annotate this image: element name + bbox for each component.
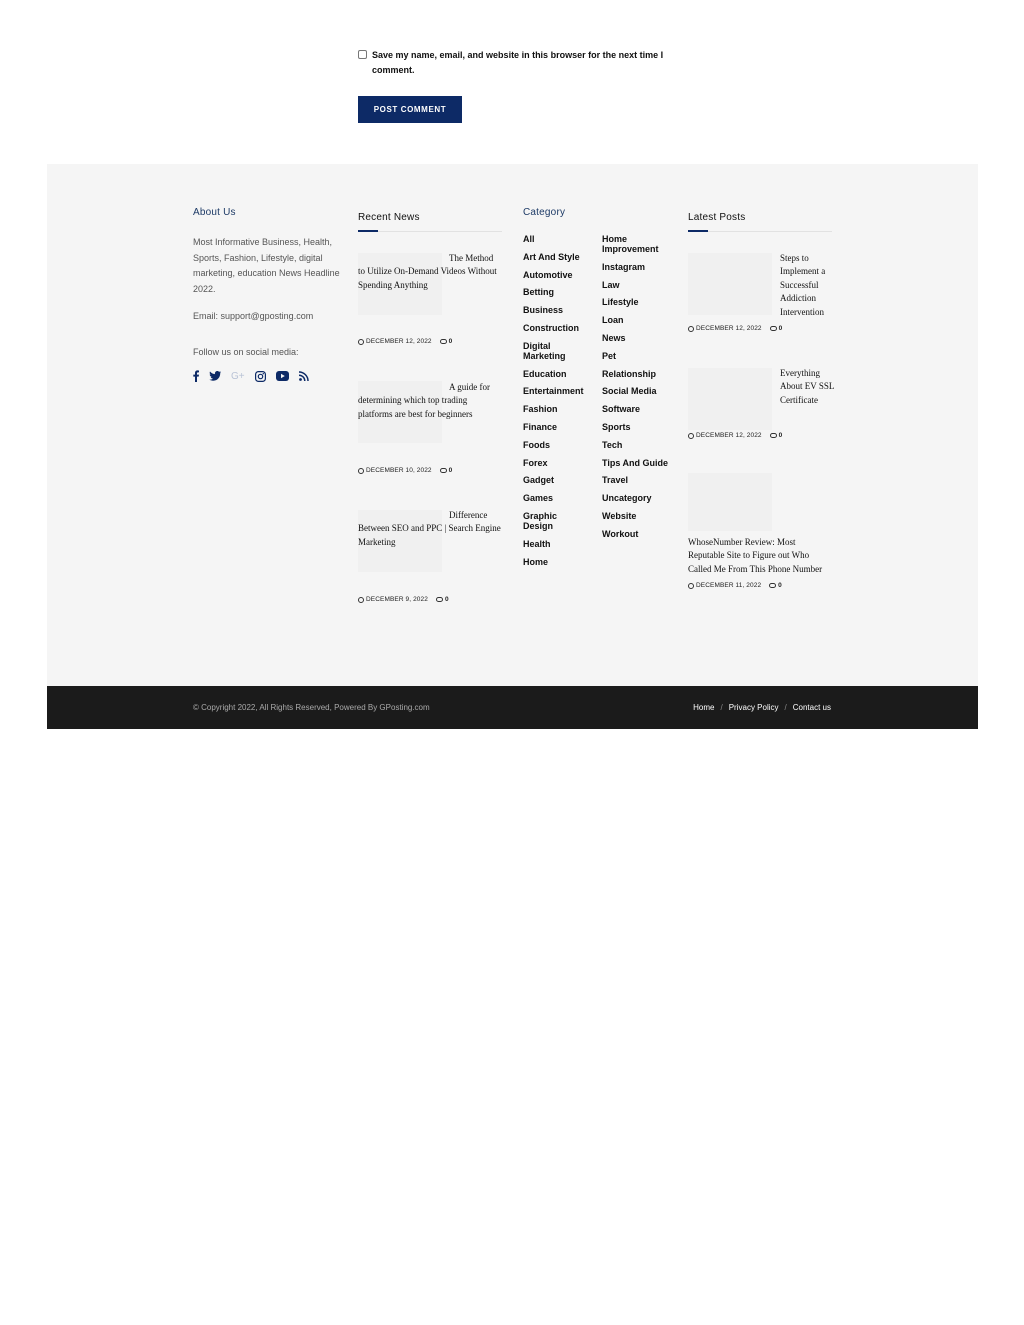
post-thumbnail[interactable] <box>688 368 772 430</box>
google-plus-icon[interactable]: G+ <box>231 370 245 382</box>
category-item-education[interactable]: Education <box>523 368 567 379</box>
comment-count[interactable]: 0 <box>778 432 783 439</box>
clock-icon <box>358 339 364 345</box>
about-follow: Follow us on social media: <box>193 347 299 357</box>
latest-posts-title: Latest Posts <box>688 212 746 223</box>
comment-icon <box>770 326 777 331</box>
category-item-construction[interactable]: Construction <box>523 322 579 333</box>
category-item-instagram[interactable]: Instagram <box>602 261 646 272</box>
category-item-website[interactable]: Website <box>602 510 637 521</box>
category-item-uncategory[interactable]: Uncategory <box>602 493 652 504</box>
category-item-sports[interactable]: Sports <box>602 421 631 432</box>
footer-bottom-bar <box>47 686 978 729</box>
comment-count[interactable]: 0 <box>444 596 449 603</box>
category-item-graphic-design[interactable]: Graphic Design <box>523 510 558 531</box>
post-meta <box>358 338 452 345</box>
twitter-icon[interactable] <box>209 369 221 383</box>
footer-nav-contact-us[interactable]: Contact us <box>792 703 831 712</box>
about-description: Most Informative Business, Health, Sports, Fashion, Lifestyle, digital marketing, education News Headline 2022. <box>193 237 340 294</box>
latest-posts-underline <box>688 231 832 232</box>
clock-icon <box>358 597 364 603</box>
comment-count[interactable]: 0 <box>448 467 453 474</box>
category-item-home[interactable]: Home <box>523 556 549 567</box>
nav-separator: / <box>784 703 787 712</box>
category-item-tech[interactable]: Tech <box>602 439 623 450</box>
post-date: DECEMBER 10, 2022 <box>366 467 432 474</box>
post-meta <box>688 432 782 439</box>
category-item-games[interactable]: Games <box>523 493 554 504</box>
post-meta <box>688 325 782 332</box>
comment-count[interactable]: 0 <box>448 338 453 345</box>
about-email: Email: support@gposting.com <box>193 311 314 321</box>
category-item-automotive[interactable]: Automotive <box>523 269 573 280</box>
post-date: DECEMBER 11, 2022 <box>696 582 762 589</box>
category-item-finance[interactable]: Finance <box>523 421 558 432</box>
category-item-law[interactable]: Law <box>602 279 620 290</box>
post-thumbnail[interactable] <box>688 473 772 531</box>
post-title[interactable]: A guide for determining which top trading platforms are best for beginners <box>358 382 490 419</box>
save-info-checkbox[interactable] <box>358 50 367 59</box>
clock-icon <box>688 583 694 589</box>
comment-count[interactable]: 0 <box>778 582 782 589</box>
category-column-1 <box>523 234 589 574</box>
recent-news-title: Recent News <box>358 212 420 223</box>
category-item-workout[interactable]: Workout <box>602 528 639 539</box>
clock-icon <box>688 326 694 332</box>
save-info-label[interactable]: Save my name, email, and website in this browser for the next time I comment. <box>372 50 664 75</box>
category-item-relationship[interactable]: Relationship <box>602 368 657 379</box>
youtube-icon[interactable] <box>276 369 289 383</box>
instagram-icon[interactable] <box>255 369 266 383</box>
footer-widgets <box>47 164 978 686</box>
post-thumbnail[interactable] <box>688 253 772 315</box>
category-item-business[interactable]: Business <box>523 305 564 316</box>
post-title[interactable]: Steps to Implement a Successful Addiction Intervention <box>780 253 826 317</box>
category-item-digital-marketing[interactable]: Digital Marketing <box>523 340 566 361</box>
comment-icon <box>770 433 777 438</box>
category-item-loan[interactable]: Loan <box>602 315 624 326</box>
footer-nav-home[interactable]: Home <box>693 703 715 712</box>
about-title: About Us <box>193 207 236 218</box>
category-item-forex[interactable]: Forex <box>523 457 548 468</box>
footer-nav <box>693 703 831 712</box>
category-item-travel[interactable]: Travel <box>602 475 629 486</box>
clock-icon <box>358 468 364 474</box>
category-item-lifestyle[interactable]: Lifestyle <box>602 297 639 308</box>
save-info-row <box>358 48 678 78</box>
category-item-fashion[interactable]: Fashion <box>523 404 558 415</box>
post-comment-button[interactable]: POST COMMENT <box>358 96 462 123</box>
comment-icon <box>436 597 443 602</box>
comment-count[interactable]: 0 <box>778 325 783 332</box>
category-item-pet[interactable]: Pet <box>602 350 617 361</box>
comment-icon <box>440 468 447 473</box>
post-date: DECEMBER 9, 2022 <box>366 596 428 603</box>
post-date: DECEMBER 12, 2022 <box>366 338 432 345</box>
post-date: DECEMBER 12, 2022 <box>696 325 762 332</box>
category-item-all[interactable]: All <box>523 234 535 244</box>
post-meta <box>358 596 449 603</box>
category-item-home-improvement[interactable]: Home Improvement <box>602 234 659 254</box>
post-date: DECEMBER 12, 2022 <box>696 432 762 439</box>
post-title[interactable]: WhoseNumber Review: Most Reputable Site to Figure out Who Called Me From This Phone Number <box>688 537 823 574</box>
category-item-foods[interactable]: Foods <box>523 439 550 450</box>
nav-separator: / <box>720 703 723 712</box>
category-column-2 <box>602 234 668 547</box>
comment-icon <box>440 339 447 344</box>
category-item-tips-and-guide[interactable]: Tips And Guide <box>602 457 669 468</box>
clock-icon <box>688 433 694 439</box>
category-item-gadget[interactable]: Gadget <box>523 475 555 486</box>
category-item-entertainment[interactable]: Entertainment <box>523 386 584 397</box>
category-item-software[interactable]: Software <box>602 404 641 415</box>
category-item-social-media[interactable]: Social Media <box>602 386 657 397</box>
facebook-icon[interactable] <box>193 369 199 383</box>
social-links <box>193 369 319 383</box>
category-item-news[interactable]: News <box>602 332 626 343</box>
footer-nav-privacy-policy[interactable]: Privacy Policy <box>728 703 779 712</box>
recent-news-underline <box>358 231 502 232</box>
category-item-health[interactable]: Health <box>523 538 551 549</box>
post-title[interactable]: Everything About EV SSL Certificate <box>780 368 835 405</box>
comment-icon <box>769 583 776 588</box>
category-item-art-and-style[interactable]: Art And Style <box>523 251 580 262</box>
post-meta <box>358 467 452 474</box>
category-item-betting[interactable]: Betting <box>523 287 554 298</box>
post-title[interactable]: The Method to Utilize On-Demand Videos Without Spending Anything <box>358 253 497 290</box>
copyright-text: © Copyright 2022, All Rights Reserved, Powered By GPosting.com <box>193 703 430 712</box>
post-title[interactable]: Difference Between SEO and PPC | Search Engine Marketing <box>358 510 501 547</box>
rss-icon[interactable] <box>299 369 309 383</box>
category-title: Category <box>523 207 566 218</box>
post-meta <box>688 582 782 589</box>
